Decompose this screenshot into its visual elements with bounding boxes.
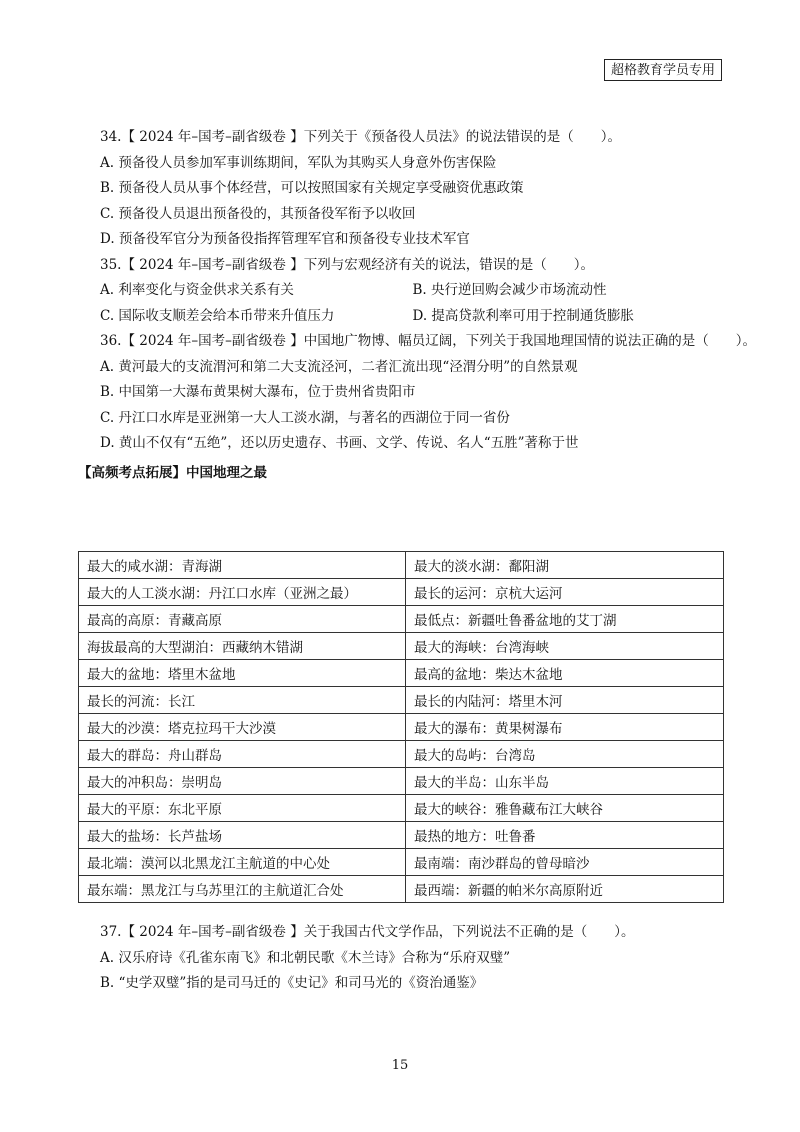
table-cell: 最长的内陆河：塔里木河 xyxy=(406,687,724,714)
q36-option-d: D. 黄山不仅有“五绝”，还以历史遗存、书画、文学、传说、名人“五胜”著称于世 xyxy=(100,435,579,451)
table-cell: 最大的海峡：台湾海峡 xyxy=(406,633,724,660)
q36-option-a: A. 黄河最大的支流渭河和第二大支流泾河，二者汇流出现“泾渭分明”的自然景观 xyxy=(100,358,578,375)
q35-options-row-2 xyxy=(100,304,725,330)
table-cell: 最大的人工淡水湖：丹江口水库（亚洲之最） xyxy=(79,579,406,606)
q34-option-b: B. 预备役人员从事个体经营，可以按照国家有关规定享受融资优惠政策 xyxy=(100,180,524,196)
table-cell: 最大的沙漠：塔克拉玛干大沙漠 xyxy=(79,714,406,741)
table-row xyxy=(79,633,724,660)
question-35-title: 35.【 2024 年–国考–副省级卷 】下列与宏观经济有关的说法，错误的是（ ）。 xyxy=(100,256,594,273)
table-cell: 最大的群岛：舟山群岛 xyxy=(79,741,406,768)
table-row xyxy=(79,714,724,741)
table-cell: 最长的河流：长江 xyxy=(79,687,406,714)
table-row xyxy=(79,822,724,849)
q34-option-d: D. 预备役军官分为预备役指挥管理军官和预备役专业技术军官 xyxy=(100,231,470,247)
table-row xyxy=(79,849,724,876)
table-cell: 最大的平原：东北平原 xyxy=(79,795,406,822)
table-row xyxy=(79,552,724,579)
table-cell: 最大的盐场：长芦盐场 xyxy=(79,822,406,849)
questions-block xyxy=(78,125,756,487)
table-row xyxy=(79,795,724,822)
q35-option-d: D. 提高贷款利率可用于控制通货膨胀 xyxy=(412,307,634,324)
table-cell: 最大的峡谷：雅鲁藏布江大峡谷 xyxy=(406,795,724,822)
q35-option-c: C. 国际收支顺差会给本币带来升值压力 xyxy=(100,307,335,324)
table-cell: 最东端：黑龙江与乌苏里江的主航道汇合处 xyxy=(79,876,406,903)
q35-options-row-1 xyxy=(100,278,725,304)
student-only-badge: 超格教育学员专用 xyxy=(604,59,722,81)
table-row xyxy=(79,606,724,633)
table-row xyxy=(79,741,724,768)
q34-option-c: C. 预备役人员退出预备役的，其预备役军衔予以收回 xyxy=(100,205,416,222)
question-37-title: 37.【 2024 年–国考–副省级卷 】关于我国古代文学作品，下列说法不正确的是（ ）。 xyxy=(100,924,635,940)
table-cell: 海拔最高的大型湖泊：西藏纳木错湖 xyxy=(79,633,406,660)
geography-superlatives-table xyxy=(78,551,724,903)
table-cell: 最大的淡水湖：鄱阳湖 xyxy=(406,552,724,579)
q35-option-a: A. 利率变化与资金供求关系有关 xyxy=(100,282,294,298)
table-cell: 最大的瀑布：黄果树瀑布 xyxy=(406,714,724,741)
table-row xyxy=(79,876,724,903)
table-cell: 最大的咸水湖：青海湖 xyxy=(79,552,406,579)
table-cell: 最大的半岛：山东半岛 xyxy=(406,768,724,795)
q36-option-c: C. 丹江口水库是亚洲第一大人工淡水湖，与著名的西湖位于同一省份 xyxy=(100,409,510,426)
table-row xyxy=(79,687,724,714)
q35-option-b: B. 央行逆回购会减少市场流动性 xyxy=(412,282,607,298)
table-cell: 最大的盆地：塔里木盆地 xyxy=(79,660,406,687)
table-cell: 最大的岛屿：台湾岛 xyxy=(406,741,724,768)
table-cell: 最高的盆地：柴达木盆地 xyxy=(406,660,724,687)
table-cell: 最低点：新疆吐鲁番盆地的艾丁湖 xyxy=(406,606,724,633)
page-number: 15 xyxy=(391,1058,409,1073)
table-cell: 最长的运河：京杭大运河 xyxy=(406,579,724,606)
question-36-title: 36.【 2024 年–国考–副省级卷 】中国地广物博、幅员辽阔，下列关于我国地理国情的说法正确的是（ ）。 xyxy=(100,333,756,349)
table-cell: 最热的地方：吐鲁番 xyxy=(406,822,724,849)
table-cell: 最大的冲积岛：崇明岛 xyxy=(79,768,406,795)
section-title: 【高频考点拓展】中国地理之最 xyxy=(78,464,267,481)
question-34-title: 34.【 2024 年–国考–副省级卷 】下列关于《预备役人员法》的说法错误的是（ ）。 xyxy=(100,129,621,145)
table-row xyxy=(79,579,724,606)
table-cell: 最高的高原：青藏高原 xyxy=(79,606,406,633)
q36-option-b: B. 中国第一大瀑布黄果树大瀑布，位于贵州省贵阳市 xyxy=(100,384,416,400)
table-row xyxy=(79,660,724,687)
q34-option-a: A. 预备役人员参加军事训练期间，军队为其购买人身意外伤害保险 xyxy=(100,154,497,171)
q37-option-b: B. “史学双璧”指的是司马迁的《史记》和司马光的《资治通鉴》 xyxy=(100,975,484,991)
table-cell: 最南端：南沙群岛的曾母暗沙 xyxy=(406,849,724,876)
table-cell: 最北端：漠河以北黑龙江主航道的中心处 xyxy=(79,849,406,876)
q37-option-a: A. 汉乐府诗《孔雀东南飞》和北朝民歌《木兰诗》合称为“乐府双璧” xyxy=(100,949,511,966)
table-cell: 最西端：新疆的帕米尔高原附近 xyxy=(406,876,724,903)
table-row xyxy=(79,768,724,795)
question-37-block xyxy=(100,920,725,997)
table-body xyxy=(79,552,724,903)
